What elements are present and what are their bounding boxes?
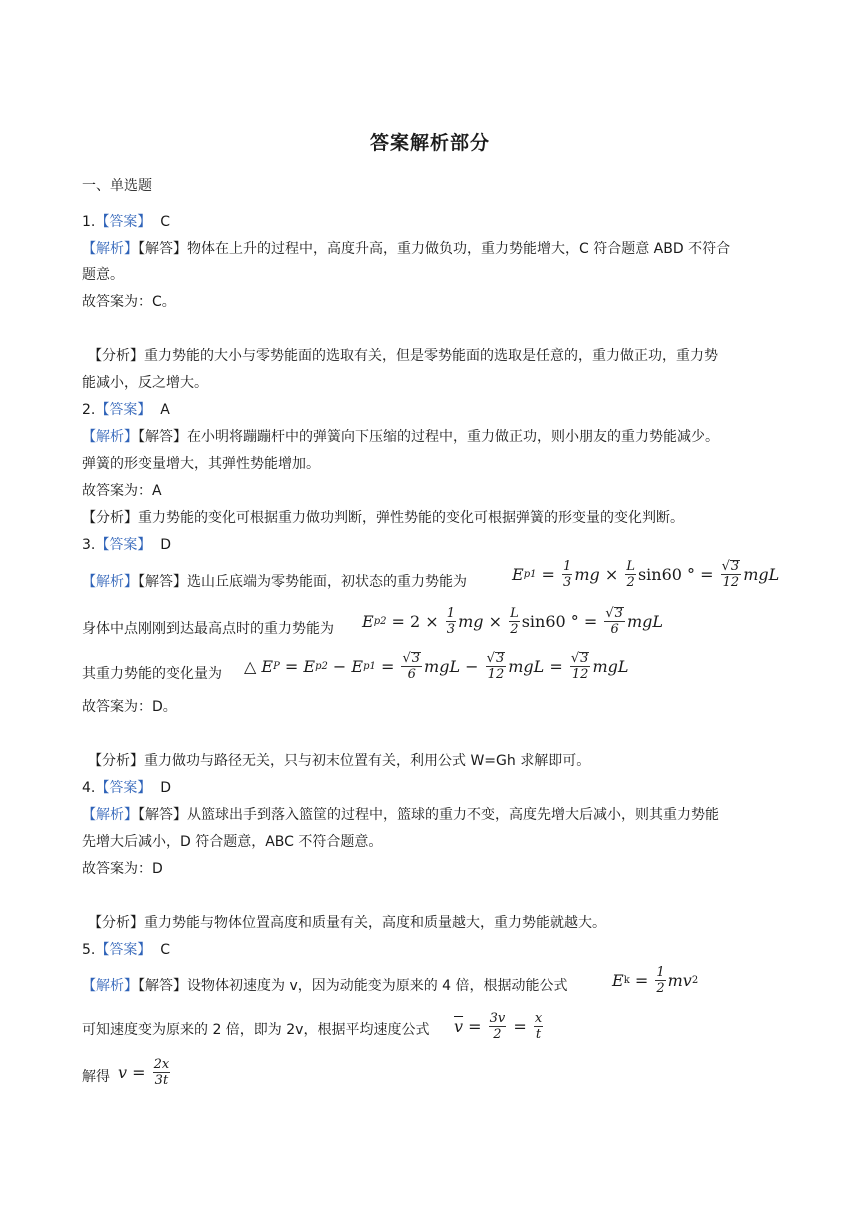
q5-solution-text: 设物体初速度为 v，因为动能变为原来的 4 倍，根据动能公式 <box>187 978 568 994</box>
fenxi-tag: 【分析】 <box>88 915 144 931</box>
formula-v-result: v = $\frac{2x}{3t}$ <box>118 1057 170 1088</box>
q3-solution-text: 选山丘底端为零势能面，初状态的重力势能为 <box>187 574 467 590</box>
formula-delta-ep: △ E P = E p2 − E p1 = √ 3 6 mgL − √ 3 12 mgL = √ 3 12 mgL <box>244 651 629 682</box>
q1-fenxi-line1 <box>88 346 718 366</box>
q3-line3: 其重力势能的变化量为 <box>82 666 222 682</box>
formula-average-velocity: $\overline{v}$ = $\frac{3v}{2}$ = $\frac{x}{t}$ <box>454 1011 543 1042</box>
q4-fenxi-line <box>88 913 606 933</box>
q3-solution-line1 <box>82 572 467 592</box>
answer-tag: 【答案】 <box>95 214 152 230</box>
fenxi-tag: 【分析】 <box>88 753 144 769</box>
q2-fenxi-line <box>82 508 684 528</box>
formula-kinetic-energy: E k = $\frac{1}{2}$ mv 2 <box>612 965 699 996</box>
q5-answer: C <box>160 942 171 958</box>
q3-answer: D <box>160 537 172 553</box>
q3-number: 3. <box>82 537 96 553</box>
solution-tag: 【解答】 <box>138 574 187 590</box>
solution-tag: 【解答】 <box>138 241 187 257</box>
q2-solution-text: 在小明将蹦蹦杆中的弹簧向下压缩的过程中，重力做正功，则小朋友的重力势能减少。 <box>187 429 719 445</box>
q1-solution-text: 物体在上升的过程中，高度升高，重力做负功，重力势能增大，C 符合题意 ABD 不符合 <box>187 241 731 257</box>
q3-fenxi-text: 重力做功与路径无关，只与初末位置有关，利用公式 W=Gh 求解即可。 <box>144 753 591 769</box>
solution-tag: 【解答】 <box>138 429 187 445</box>
q5-line3: 解得 <box>82 1069 110 1085</box>
solution-tag: 【解答】 <box>138 807 187 823</box>
q3-conclusion: 故答案为：D。 <box>82 699 177 715</box>
analysis-tag: 【解析】 <box>82 807 138 823</box>
q2-fenxi-text: 重力势能的变化可根据重力做功判断，弹性势能的变化可根据弹簧的形变量的变化判断。 <box>138 510 684 526</box>
q1-answer-line <box>82 212 170 232</box>
q4-fenxi-text: 重力势能与物体位置高度和质量有关，高度和质量越大，重力势能就越大。 <box>144 915 606 931</box>
q4-answer: D <box>160 780 172 796</box>
q4-conclusion: 故答案为：D <box>82 861 163 877</box>
q1-fenxi-text: 重力势能的大小与零势能面的选取有关，但是零势能面的选取是任意的，重力做正功，重力势 <box>144 348 718 364</box>
page-title: 答案解析部分 <box>369 132 490 154</box>
answer-tag: 【答案】 <box>95 942 152 958</box>
q4-number: 4. <box>82 780 96 796</box>
answer-tag: 【答案】 <box>95 780 152 796</box>
q2-answer-line <box>82 400 170 420</box>
q3-answer-line <box>82 535 171 555</box>
q4-solution-line2: 先增大后减小，D 符合题意，ABC 不符合题意。 <box>82 834 383 850</box>
q2-answer: A <box>160 402 170 418</box>
q5-number: 5. <box>82 942 96 958</box>
formula-ep2: E p2 = 2 × $\frac{1}{3}$ mg × $\frac{L}{2}$ sin60 ° = √ 3 6 mgL <box>362 606 663 637</box>
q3-fenxi-line <box>88 751 590 771</box>
q2-solution-line2: 弹簧的形变量增大，其弹性势能增加。 <box>82 456 320 472</box>
q4-solution-text: 从篮球出手到落入篮筐的过程中，篮球的重力不变，高度先增大后减小，则其重力势能 <box>187 807 719 823</box>
q1-fenxi-line2: 能减小，反之增大。 <box>82 375 208 391</box>
solution-tag: 【解答】 <box>138 978 187 994</box>
formula-ep1: E p1 = $\frac{1}{3}$ mg × $\frac{L}{2}$ sin60 ° = √ 3 12 mgL <box>512 559 780 590</box>
analysis-tag: 【解析】 <box>82 574 138 590</box>
q5-solution-line1 <box>82 976 568 996</box>
q1-number: 1. <box>82 214 96 230</box>
fenxi-tag: 【分析】 <box>82 510 138 526</box>
q2-number: 2. <box>82 402 96 418</box>
answer-tag: 【答案】 <box>95 402 152 418</box>
q2-solution-line1 <box>82 427 719 447</box>
q4-answer-line <box>82 778 171 798</box>
q2-conclusion: 故答案为：A <box>82 483 162 499</box>
q5-line2: 可知速度变为原来的 2 倍，即为 2v，根据平均速度公式 <box>82 1022 430 1038</box>
q4-solution-line1 <box>82 805 719 825</box>
fenxi-tag: 【分析】 <box>88 348 144 364</box>
q1-solution-line2: 题意。 <box>82 267 124 283</box>
q1-conclusion: 故答案为：C。 <box>82 294 176 310</box>
q1-answer: C <box>160 214 171 230</box>
analysis-tag: 【解析】 <box>82 241 138 257</box>
analysis-tag: 【解析】 <box>82 429 138 445</box>
q5-answer-line <box>82 940 170 960</box>
q3-line2: 身体中点刚刚到达最高点时的重力势能为 <box>82 621 334 637</box>
q1-solution-line1 <box>82 239 730 259</box>
answer-tag: 【答案】 <box>95 537 152 553</box>
analysis-tag: 【解析】 <box>82 978 138 994</box>
section-heading: 一、单选题 <box>82 178 152 194</box>
